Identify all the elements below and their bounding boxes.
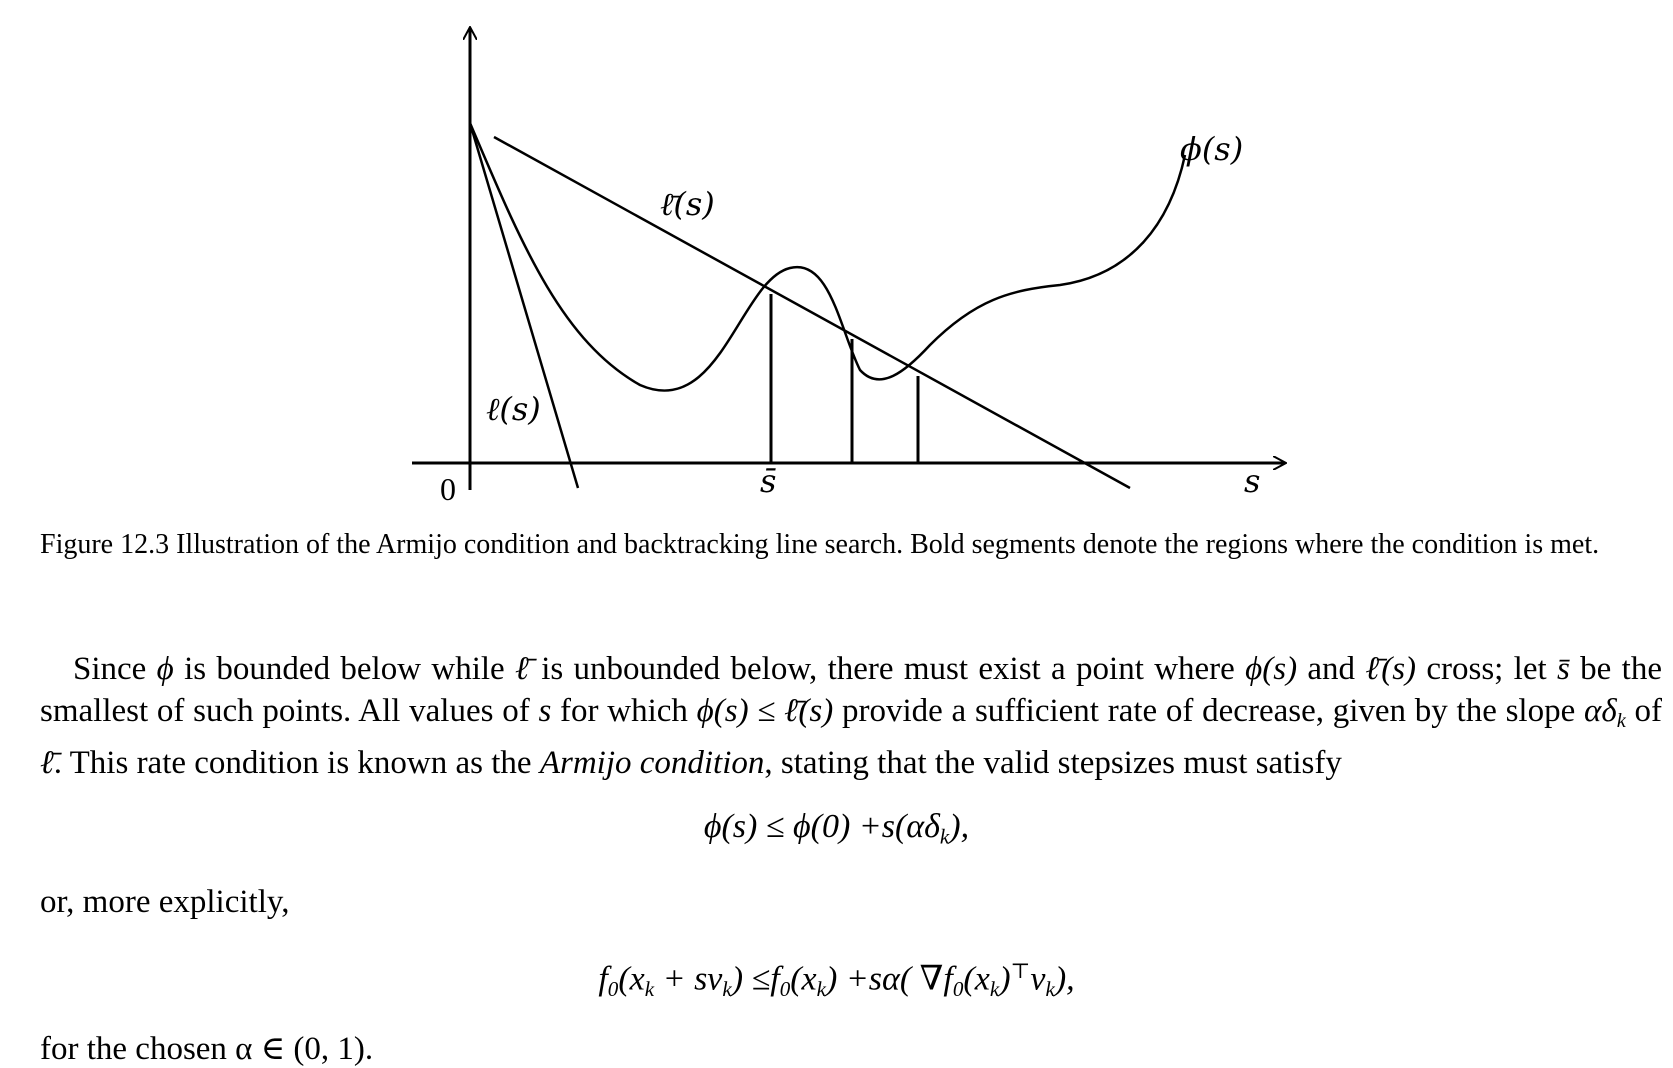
eq2-sub: k [644,976,655,1001]
eq2-sub: k [722,976,732,1001]
eq2-sub: 0 [952,976,964,1001]
para-text: of [1625,693,1663,729]
lbar-line [494,137,1130,488]
l-label: ℓ(s) [486,390,541,428]
math-s: s [538,693,552,729]
caption-text: Illustration of the Armijo condition and backtracking line search. Bold segments denote the regions where the condition is met. [176,529,1600,560]
caption-prefix: Figure 12.3 [40,529,170,560]
eq2-part: (x [963,960,990,998]
para-text: is bounded below while [173,651,516,687]
math-inequality: ϕ(s) ≤ ℓ̄(s) [696,693,834,729]
s-axis-label: s [1244,462,1261,500]
eq2-sup: ⊤ [1010,959,1031,983]
eq1-body: ϕ(s) ≤ ϕ(0) +s(αδ [703,808,940,845]
math-lbar: ℓ̄ [40,745,54,782]
para-text: Since [73,651,157,687]
armijo-plot [0,0,1673,520]
eq2-part: + sv [654,960,723,998]
para-text: provide a sufficient rate of decrease, given by the slope [833,693,1585,729]
eq2-sub: 0 [607,976,619,1001]
eq2-part: ) +sα( ∇f [826,960,953,998]
para-text: for which [551,693,697,729]
eq2-sub: 0 [779,976,791,1001]
eq2-part: (x [618,960,645,998]
eq2-part: v [1030,960,1046,998]
eq2-part: ) ≤f [731,960,780,998]
eq1-subscript: k [939,824,950,849]
figure-caption [40,526,1662,564]
math-phis: ϕ(s) [1245,651,1298,687]
para-text: . This rate condition is known as the [53,745,540,782]
eq2-sub: k [816,976,827,1001]
math-phi: ϕ [156,651,174,687]
para-text: and [1297,651,1366,687]
para-text: is unbounded below, there must exist a point where [530,651,1246,687]
eq2-part: ) [999,960,1011,998]
para-text: cross; let [1416,651,1557,687]
para-text: be the smallest of such points. All values of [40,651,1662,729]
origin-label: 0 [440,471,456,507]
armijo-term: Armijo condition [539,745,765,782]
eq2-part: ), [1054,960,1075,998]
armijo-figure [0,0,1673,520]
math-sbar: s̄ [1557,651,1570,687]
l-line [470,123,578,488]
slope-subscript: k [1616,710,1626,733]
eq2-part: f [598,960,608,998]
math-lbar: ℓ̄ [515,651,531,687]
phi-curve [470,123,1185,391]
para-text: , stating that the valid stepsizes must satisfy [764,745,1342,782]
slope-symbol: αδ [1584,693,1617,729]
phi-label: ϕ(s) [1180,130,1244,168]
eq2-sub: k [1045,976,1055,1001]
explicit-text: or, more explicitly, [40,884,290,920]
body-paragraph [40,648,1662,784]
lbar-label: ℓ̄(s) [660,185,715,223]
math-lbars: ℓ̄(s) [1365,651,1417,687]
math-slope [1584,693,1626,733]
final-text: for the chosen α ∈ (0, 1). [40,1031,374,1067]
eq2-sub: k [989,976,1000,1001]
eq2-part: (x [790,960,817,998]
equation-explicit [0,958,1673,1002]
sbar-label: s̄ [760,462,777,500]
equation-armijo [0,808,1673,849]
eq1-end: ), [949,808,970,845]
